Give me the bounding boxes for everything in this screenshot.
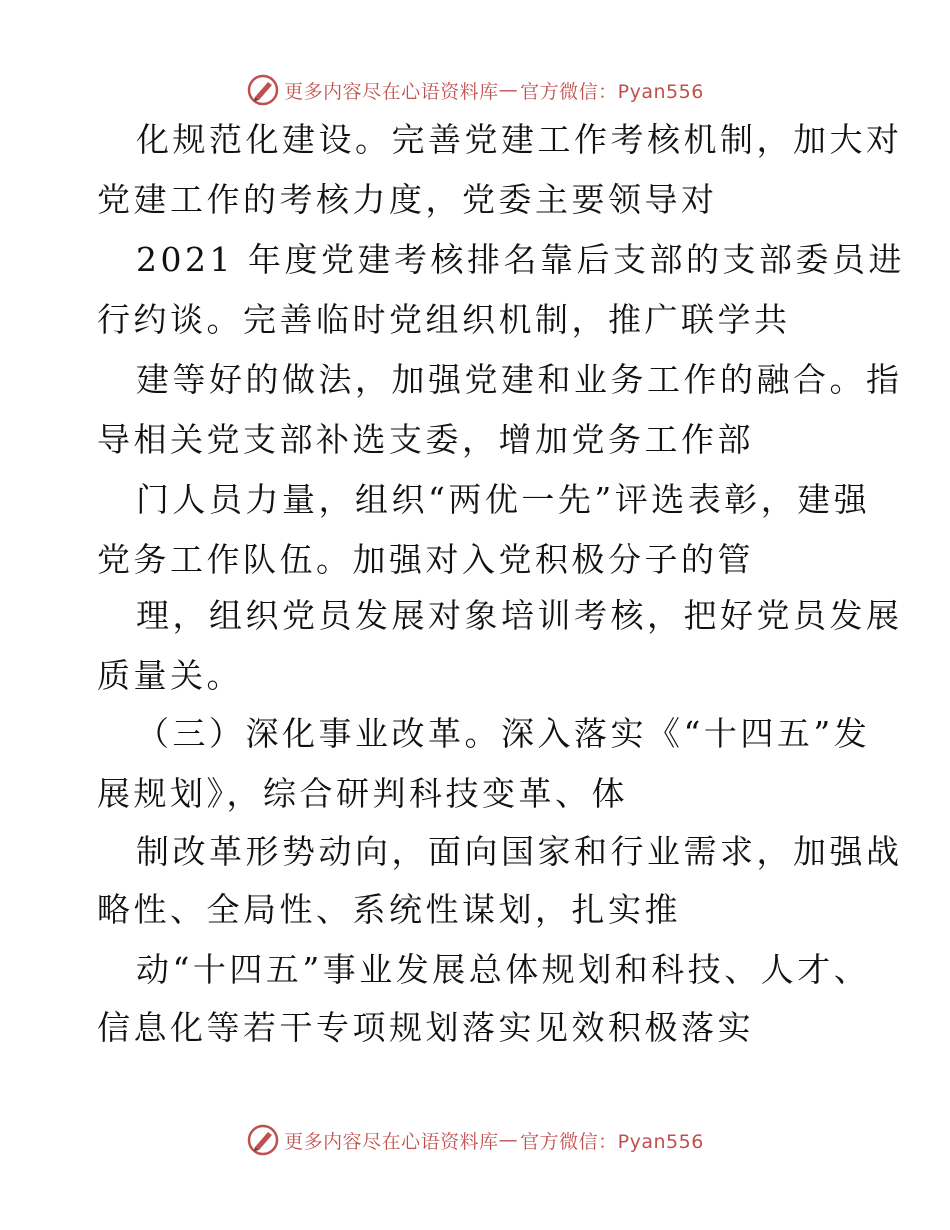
text-line: 建等好的做法，加强党建和业务工作的融合。指	[136, 360, 903, 399]
watermark-dash: —	[498, 79, 519, 101]
text-line: 略性、全局性、系统性谋划，扎实推	[97, 890, 681, 929]
text-line: 导相关党支部补选支委，增加党务工作部	[97, 420, 754, 459]
text-line: 制改革形势动向，面向国家和行业需求，加强战	[136, 832, 903, 871]
text-line: 党务工作队伍。加强对入党积极分子的管	[97, 540, 754, 579]
text-line: 质量关。	[97, 656, 243, 695]
watermark-dash: —	[498, 1129, 519, 1151]
watermark-title: 更多内容尽在心语资料库	[284, 80, 499, 103]
text-line: 展规划》，综合研判科技变革、体	[97, 774, 628, 813]
text-line: 化规范化建设。完善党建工作考核机制，加大对	[136, 120, 903, 159]
text-line: 党建工作的考核力度，党委主要领导对	[97, 180, 718, 219]
section-heading-line: （三）深化事业改革。深入落实《“十四五”发	[136, 714, 871, 753]
watermark-wechat: 官方微信：Pyan556	[520, 1130, 704, 1153]
header-watermark	[0, 70, 950, 110]
text-line: 2021 年度党建考核排名靠后支部的支部委员进	[136, 240, 905, 279]
text-line: 行约谈。完善临时党组织机制，推广联学共	[97, 300, 791, 339]
footer-watermark	[0, 1120, 950, 1160]
pen-logo-icon	[246, 1123, 280, 1157]
watermark-title: 更多内容尽在心语资料库	[284, 1130, 499, 1153]
text-line: 理，组织党员发展对象培训考核，把好党员发展	[136, 596, 903, 635]
pen-logo-icon	[246, 73, 280, 107]
text-line: 动“十四五”事业发展总体规划和科技、人才、	[136, 950, 871, 989]
text-line: 信息化等若干专项规划落实见效积极落实	[97, 1008, 754, 1047]
text-line: 门人员力量，组织“两优一先”评选表彰，建强	[136, 480, 871, 519]
watermark-wechat: 官方微信：Pyan556	[520, 80, 704, 103]
